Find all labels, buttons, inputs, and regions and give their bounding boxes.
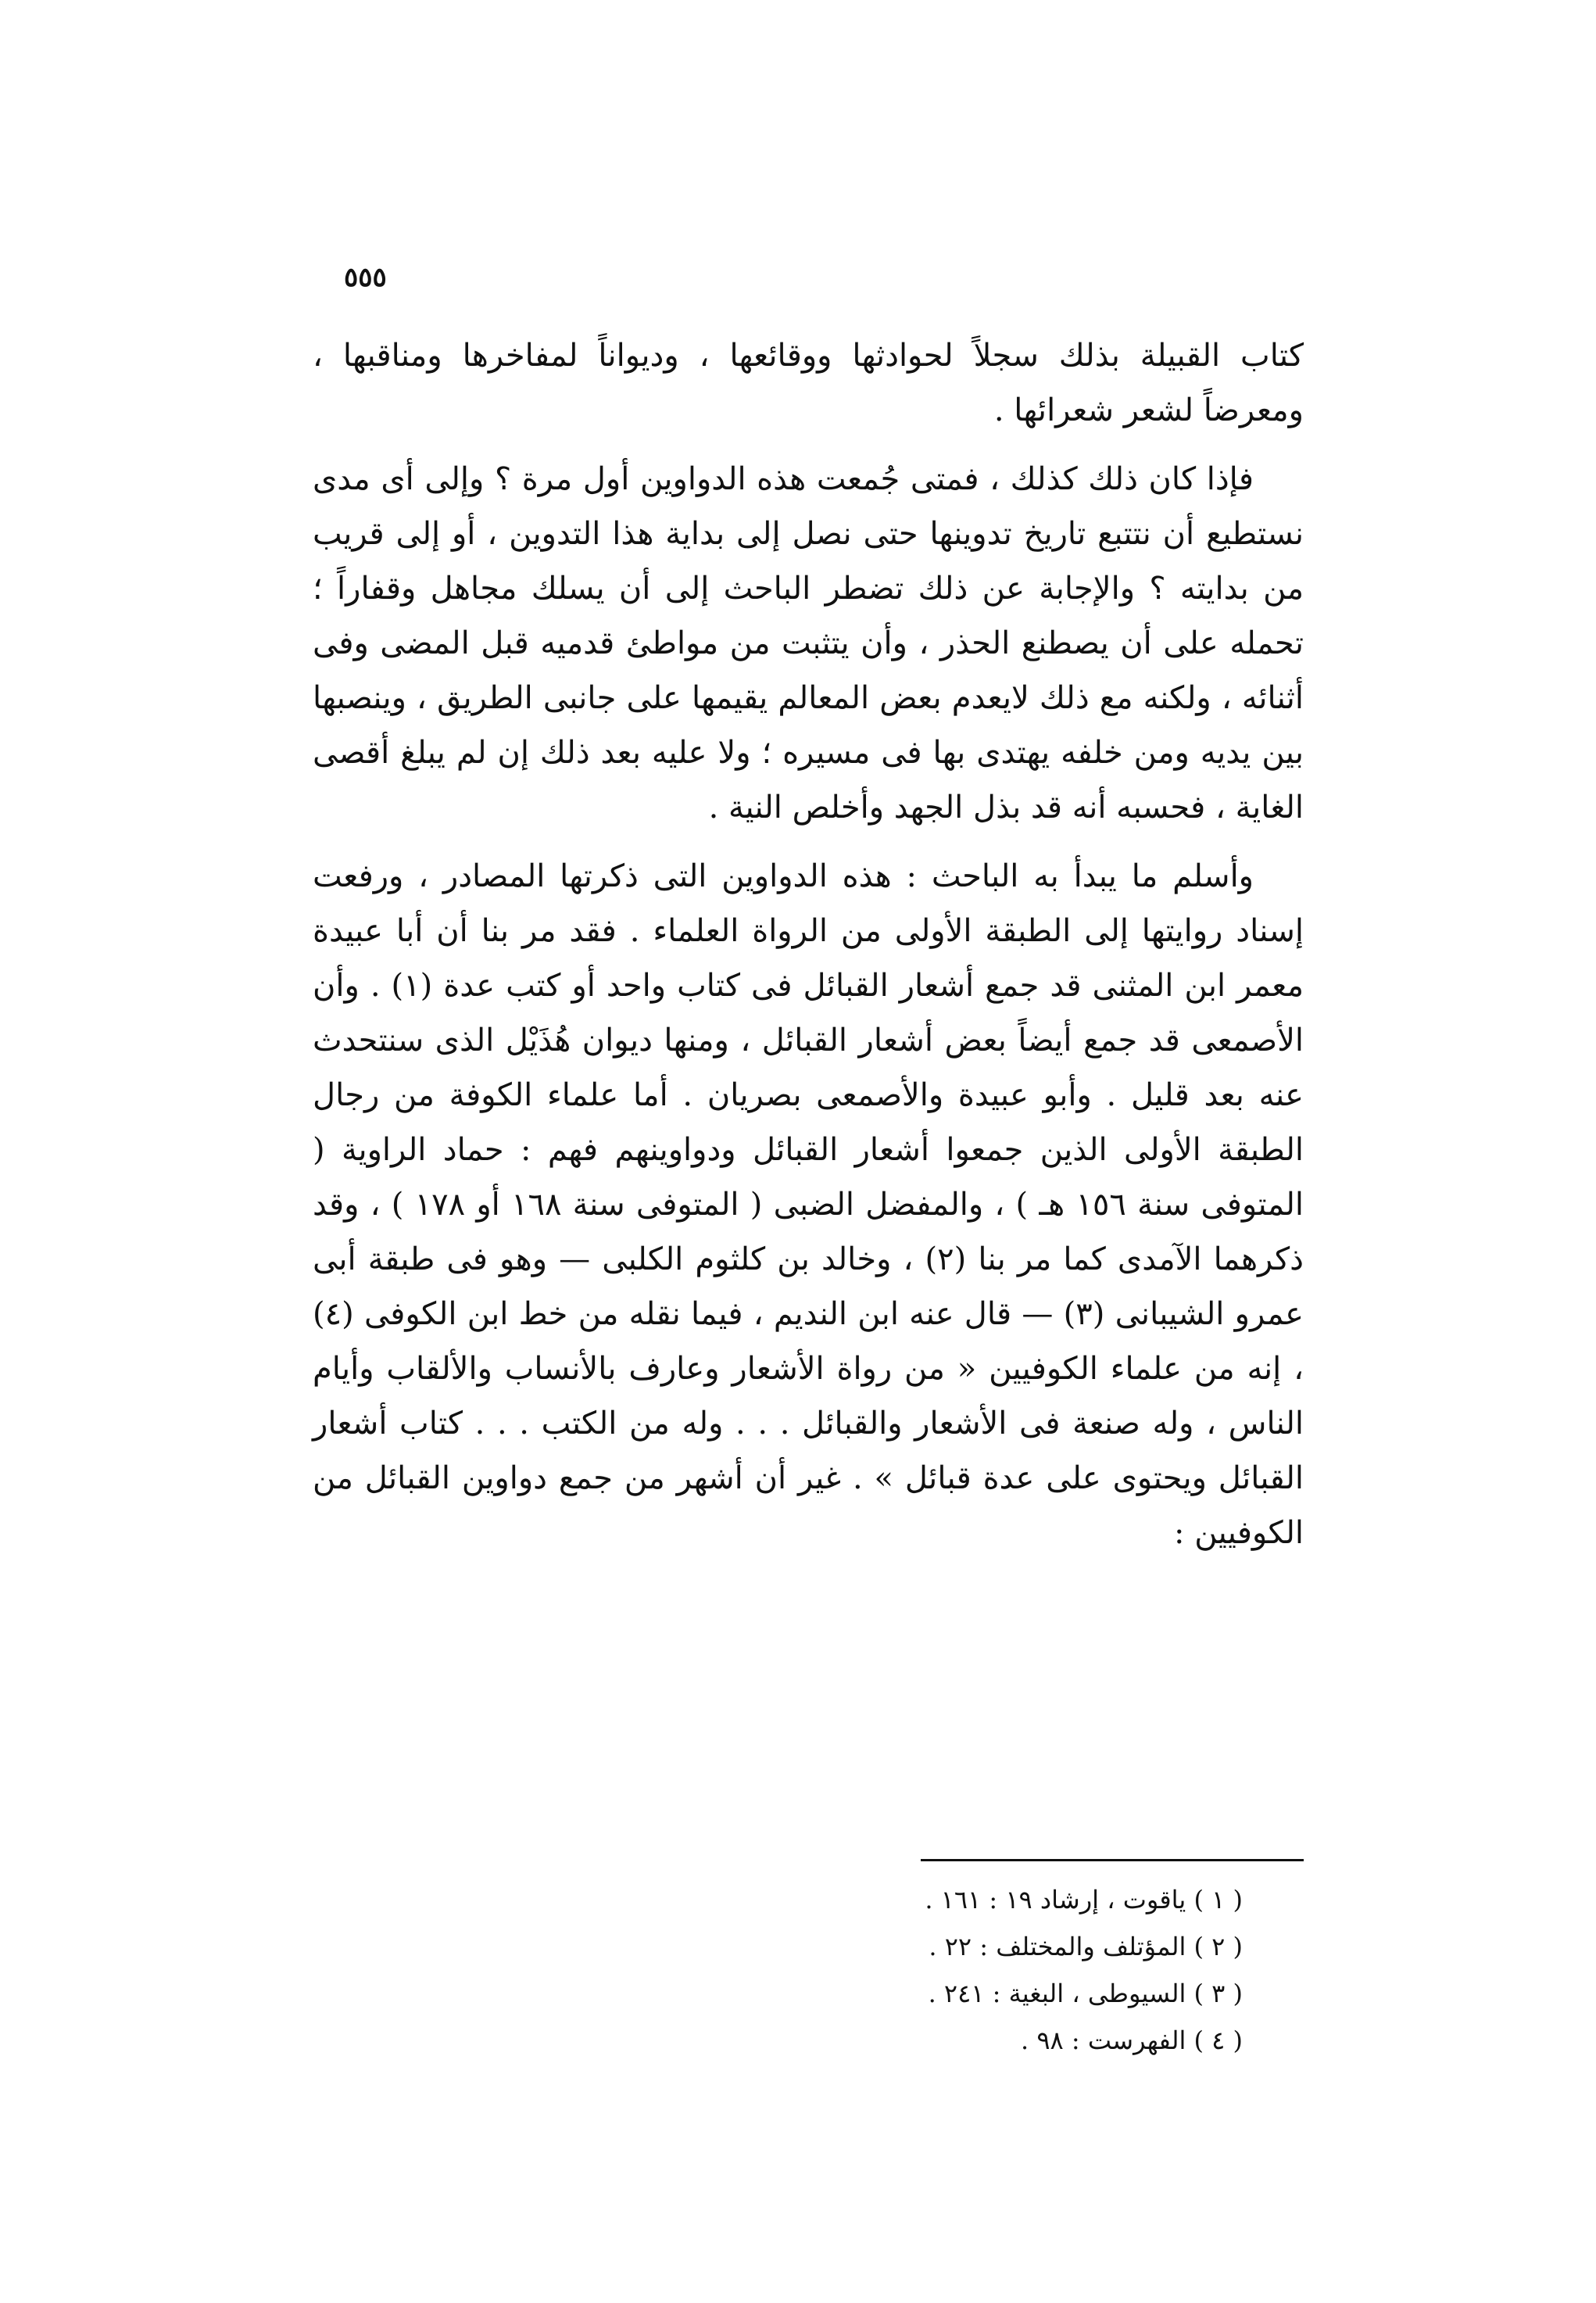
page-number: ٥٥٥ bbox=[344, 262, 387, 293]
footnotes bbox=[703, 1876, 1243, 2064]
footnote-2: ( ٢ ) المؤتلف والمختلف : ٢٢ . bbox=[929, 1932, 1243, 1961]
paragraph-3: وأسلم ما يبدأ به الباحث : هذه الدواوين التى ذكرتها المصادر ، ورفعت إسناد روايتها إلى الطبقة الأولى من الرواة العلماء . فقد مر بنا أن أبا عبيدة معمر ابن المثنى قد جمع أشعار القبائل فى كتاب واحد أو كتب عدة (١) . وأن الأصمعى قد جمع أيضاً بعض أشعار القبائل ، ومنها ديوان هُذَيْل الذى سنتحدث عنه بعد قليل . وأبو عبيدة والأصمعى بصريان . أما علماء الكوفة من رجال الطبقة الأولى الذين جمعوا أشعار القبائل ودواوينهم فهم : حماد الراوية ( المتوفى سنة ١٥٦ هـ ) ، والمفضل الضبى ( المتوفى سنة ١٦٨ أو ١٧٨ ) ، وقد ذكرهما الآمدى كما مر بنا (٢) ، وخالد بن كلثوم الكلبى — وهو فى طبقة أبى عمرو الشيبانى (٣) — قال عنه ابن النديم ، فيما نقله من خط ابن الكوفى (٤) ، إنه من علماء الكوفيين « من رواة الأشعار وعارف بالأنساب والألقاب وأيام الناس ، وله صنعة فى الأشعار والقبائل . . . وله من الكتب . . . كتاب أشعار القبائل ويحتوى على عدة قبائل » . غير أن أشهر من جمع دواوين القبائل من الكوفيين : bbox=[313, 858, 1304, 1551]
footnote-divider bbox=[921, 1859, 1304, 1861]
footnote-3: ( ٣ ) السيوطى ، البغية : ٢٤١ . bbox=[928, 1979, 1243, 2008]
paragraph-2: فإذا كان ذلك كذلك ، فمتى جُمعت هذه الدواوين أول مرة ؟ وإلى أى مدى نستطيع أن نتتبع تاريخ تدوينها حتى نصل إلى بداية هذا التدوين ، أو إلى قريب من بدايته ؟ والإجابة عن ذلك تضطر الباحث إلى أن يسلك مجاهل وقفاراً ؛ تحمله على أن يصطنع الحذر ، وأن يتثبت من مواطئ قدميه قبل المضى وفى أثنائه ، ولكنه مع ذلك لايعدم بعض المعالم يقيمها على جانبى الطريق ، وينصبها بين يديه ومن خلفه يهتدى بها فى مسيره ؛ ولا عليه بعد ذلك إن لم يبلغ أقصى الغاية ، فحسبه أنه قد بذل الجهد وأخلص النية . bbox=[313, 461, 1304, 826]
footnote-1: ( ١ ) ياقوت ، إرشاد ١٩ : ١٦١ . bbox=[925, 1885, 1243, 1914]
paragraph-1: كتاب القبيلة بذلك سجلاً لحوادثها ووقائعها ، وديواناً لمفاخرها ومناقبها ، ومعرضاً لشعر شعرائها . bbox=[313, 338, 1304, 428]
footnote-4: ( ٤ ) الفهرست : ٩٨ . bbox=[1021, 2025, 1243, 2055]
body-text bbox=[313, 328, 1304, 1574]
